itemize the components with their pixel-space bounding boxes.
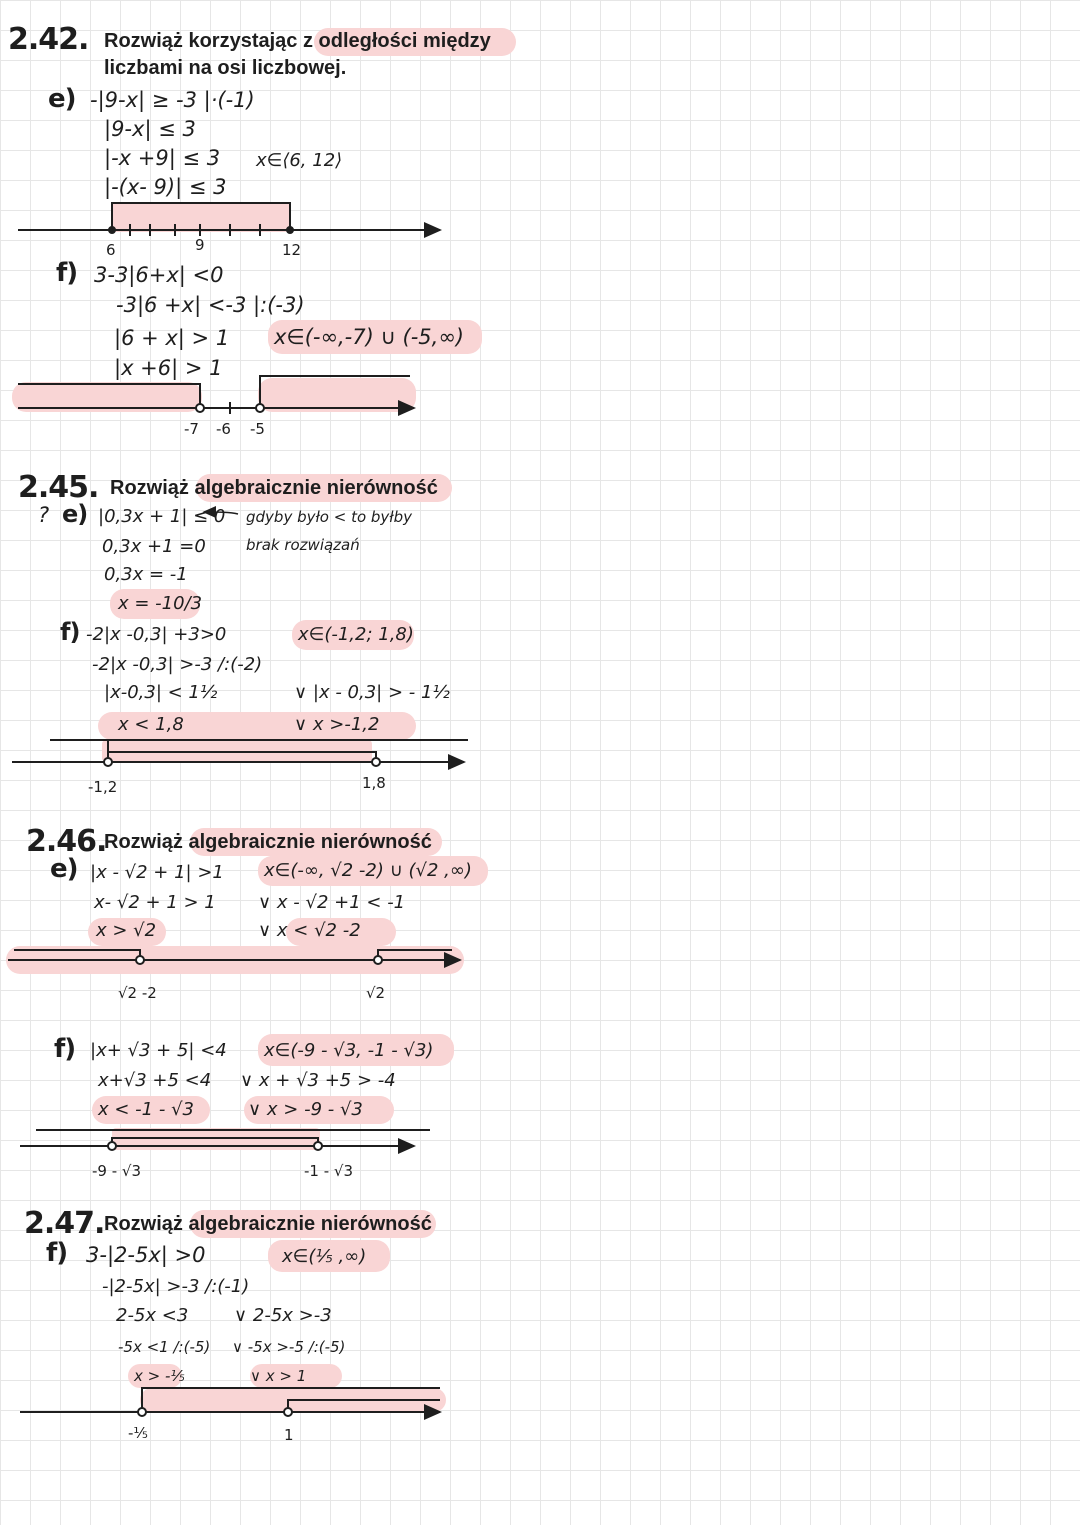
- math-line: -|2-5x| >-3 /:(-1): [102, 1276, 250, 1297]
- tick-label: -6: [216, 420, 231, 438]
- tick-label: 1,8: [362, 774, 386, 792]
- interval-242f-left: [18, 384, 200, 408]
- math-line: 3-3|6+x| <0: [94, 263, 224, 287]
- math-line: ∨ x > 1: [250, 1367, 307, 1385]
- math-line: x > √2: [96, 920, 157, 941]
- tick-label: -5: [250, 420, 265, 438]
- tick-label: -1,2: [88, 778, 118, 796]
- tick-label: -9 - √3: [92, 1162, 142, 1180]
- math-line: |-(x- 9)| ≤ 3: [104, 175, 227, 199]
- math-line: x- √2 + 1 > 1: [94, 892, 216, 913]
- math-line: ∨ -5x >-5 /:(-5): [232, 1338, 346, 1356]
- side-note: brak rozwiązań: [246, 536, 360, 554]
- subpoint-label: e): [50, 854, 78, 884]
- subpoint-label: f): [54, 1034, 76, 1064]
- problem-number: 2.46.: [26, 824, 107, 859]
- problem-number: 2.45.: [18, 470, 99, 505]
- answer: x∈(-9 - √3, -1 - √3): [264, 1040, 434, 1061]
- math-line: |x - √2 + 1| >1: [90, 862, 224, 883]
- problem-title: Rozwiąż algebraicznie nierówność: [104, 1213, 432, 1235]
- answer: x∈(⅕ ,∞): [282, 1246, 367, 1267]
- answer: x∈(-∞,-7) ∪ (-5,∞): [274, 325, 465, 349]
- tick-label: 6: [106, 241, 116, 259]
- problem-number: 2.42.: [8, 22, 89, 57]
- tick-label: -1 - √3: [304, 1162, 354, 1180]
- math-line: 0,3x = -1: [104, 564, 188, 585]
- math-line: ∨ x > -9 - √3: [248, 1099, 363, 1120]
- math-line: |-x +9| ≤ 3: [104, 146, 221, 170]
- math-line: -2|x -0,3| >-3 /:(-2): [92, 654, 263, 675]
- math-line: |x +6| > 1: [114, 356, 223, 380]
- answer: x∈(-1,2; 1,8): [298, 624, 414, 645]
- math-line: ∨ 2-5x >-3: [234, 1305, 332, 1326]
- answer: x∈⟨6, 12⟩: [256, 150, 343, 171]
- subpoint-label: e): [48, 84, 76, 114]
- math-line: ∨ x + √3 +5 > -4: [240, 1070, 396, 1091]
- problem-title: Rozwiąż algebraicznie nierówność: [104, 831, 432, 853]
- problem-title: Rozwiąż korzystając z odległości między: [104, 30, 491, 52]
- math-line: x < 1,8: [118, 714, 184, 735]
- math-line: -5x <1 /:(-5): [118, 1338, 211, 1356]
- interval-246e-left: [14, 950, 140, 960]
- interval-246e-right: [378, 950, 452, 960]
- problem-title: Rozwiąż algebraicznie nierówność: [110, 477, 438, 499]
- subpoint-label: f): [56, 258, 78, 288]
- answer: x∈(-∞, √2 -2) ∪ (√2 ,∞): [264, 860, 472, 881]
- tick-label: 9: [195, 236, 205, 254]
- math-line: |0,3x + 1| ≤ 0: [98, 506, 226, 527]
- problem-number: 2.47.: [24, 1206, 105, 1241]
- math-line: |9-x| ≤ 3: [104, 117, 196, 141]
- subpoint-label: e): [62, 500, 88, 528]
- math-line: x = -10/3: [118, 593, 203, 614]
- math-line: x+√3 +5 <4: [98, 1070, 212, 1091]
- tick-label: -⅕: [128, 1424, 148, 1442]
- math-line: |6 + x| > 1: [114, 326, 230, 350]
- problem-title: liczbami na osi liczbowej.: [104, 57, 347, 79]
- tick-label: -7: [184, 420, 199, 438]
- interval-245f-c: [108, 752, 376, 762]
- interval-247f-b: [288, 1400, 440, 1412]
- math-line: 3-|2-5x| >0: [86, 1243, 206, 1267]
- math-line: -|9-x| ≥ -3 |·(-1): [90, 88, 255, 112]
- tick-label: 1: [284, 1426, 294, 1444]
- interval-242f-right: [260, 376, 410, 408]
- math-line: 0,3x +1 =0: [102, 536, 206, 557]
- question-mark: ?: [38, 503, 50, 527]
- subpoint-label: f): [60, 618, 80, 646]
- tick-label: √2 -2: [118, 984, 157, 1002]
- tick-label: 12: [282, 241, 302, 259]
- math-line: |x-0,3| < 1½: [104, 682, 218, 703]
- math-line: 2-5x <3: [116, 1305, 189, 1326]
- interval-246f-b: [112, 1138, 318, 1146]
- math-line: -2|x -0,3| +3>0: [86, 624, 227, 645]
- math-line: ∨ x >-1,2: [294, 714, 380, 735]
- math-line: -3|6 +x| <-3 |:(-3): [116, 293, 305, 317]
- math-line: ∨ x - √2 +1 < -1: [258, 892, 406, 913]
- math-line: x < -1 - √3: [98, 1099, 194, 1120]
- side-note: gdyby było < to byłby: [246, 508, 413, 526]
- math-line: x > -⅕: [134, 1367, 185, 1385]
- math-line: ∨ |x - 0,3| > - 1½: [294, 682, 450, 703]
- math-line: |x+ √3 + 5| <4: [90, 1040, 227, 1061]
- math-line: ∨ x < √2 -2: [258, 920, 361, 941]
- tick-label: √2: [366, 984, 386, 1002]
- subpoint-label: f): [46, 1238, 68, 1268]
